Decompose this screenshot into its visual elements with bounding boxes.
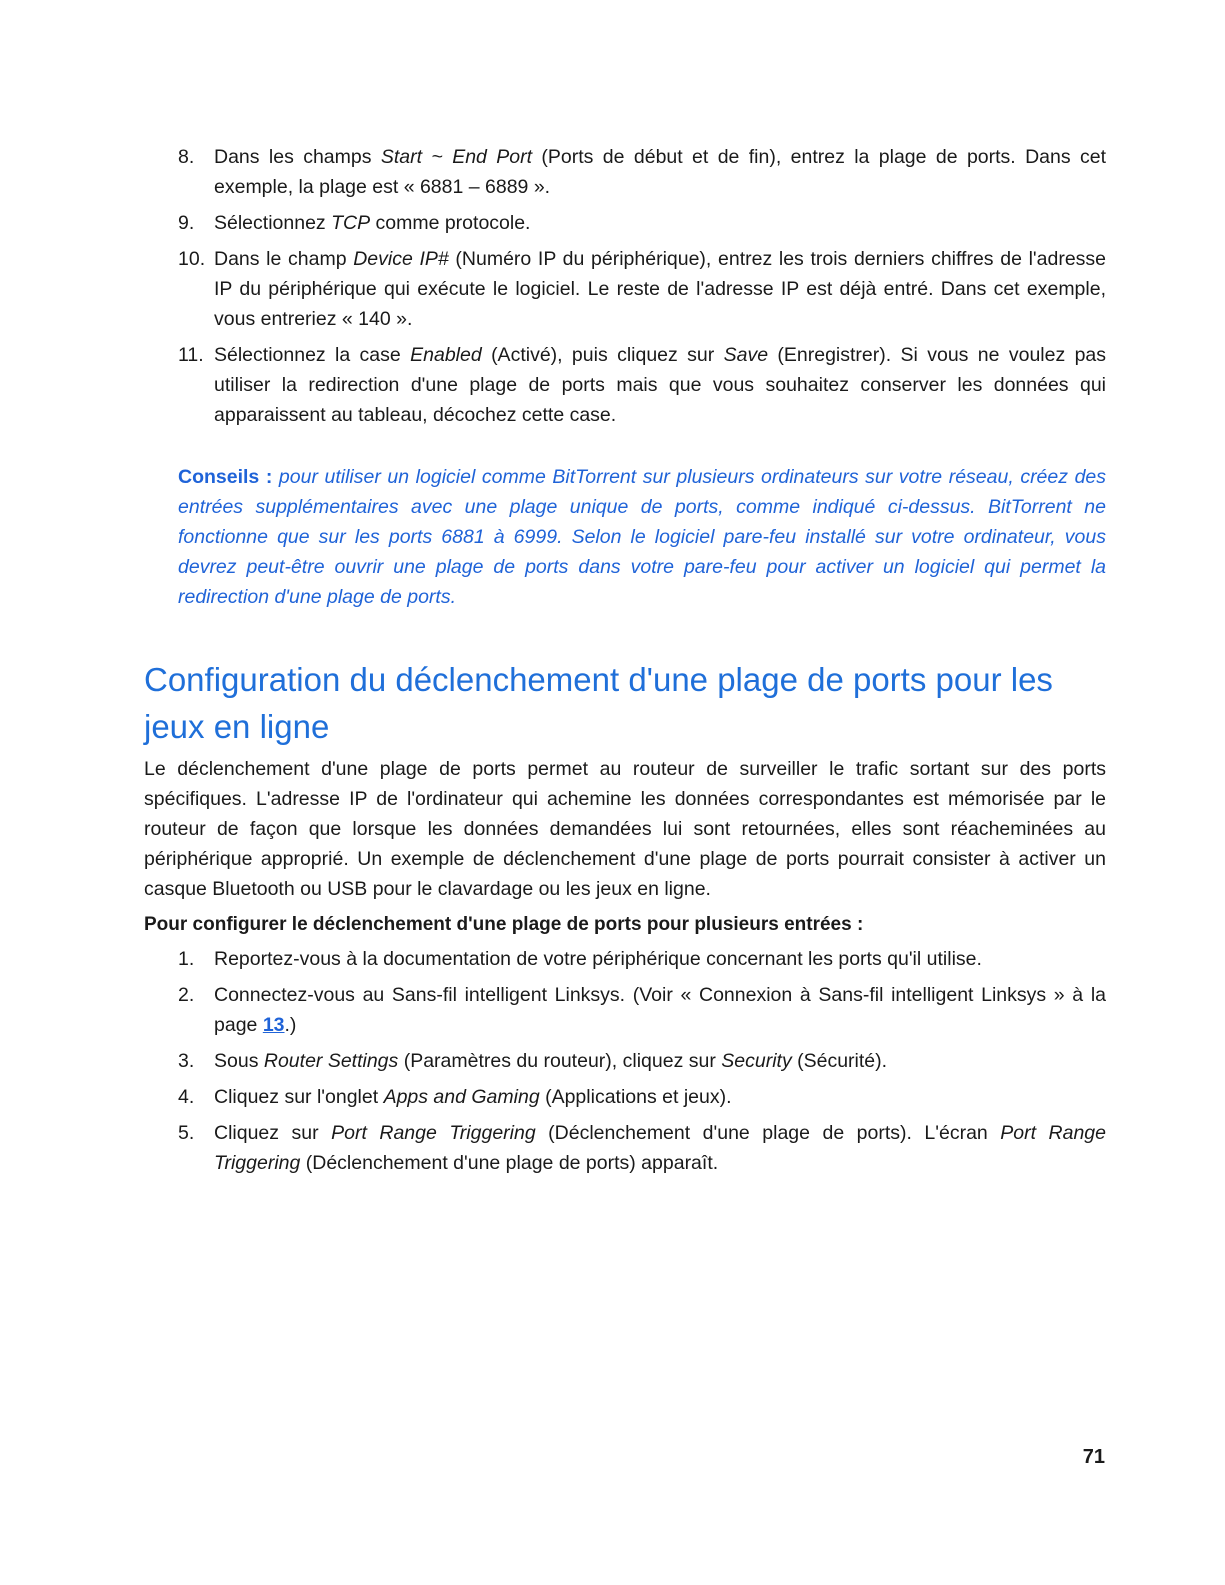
tip-box — [178, 462, 1106, 612]
ui-term: Port Range Triggering — [331, 1122, 536, 1144]
page-number: 71 — [1082, 1446, 1105, 1468]
text-run: Connectez-vous au Sans-fil intelligent Linksys. (Voir « Connexion à Sans-fil intelligent Linksys » à la page — [214, 984, 1106, 1036]
list-item-number: 4. — [178, 1086, 195, 1108]
ui-term: Start ~ End Port — [380, 146, 533, 168]
text-run: (Applications et jeux). — [539, 1086, 732, 1108]
tip-label: Conseils : — [178, 466, 273, 488]
list-item-number: 11. — [178, 344, 204, 366]
list-item-number: 9. — [178, 212, 195, 234]
ui-term: Security — [721, 1050, 792, 1072]
list-item-number: 3. — [178, 1050, 195, 1072]
text-run: Dans les champs — [214, 146, 381, 168]
ui-term: Apps and Gaming — [383, 1086, 540, 1108]
list-item-number: 1. — [178, 948, 195, 970]
list-item-text — [214, 208, 1106, 238]
list-item — [144, 340, 1106, 430]
text-run: Dans le champ — [214, 248, 354, 270]
ui-term: Port Range Triggering — [214, 1122, 1106, 1174]
step-list-bottom — [144, 944, 1106, 1178]
text-run: (Déclenchement d'une plage de ports) apparaît. — [300, 1152, 719, 1174]
list-item-number: 8. — [178, 146, 195, 168]
list-item — [144, 1046, 1106, 1076]
text-run: (Paramètres du routeur), cliquez sur — [398, 1050, 722, 1072]
list-item-number: 10. — [178, 248, 206, 270]
list-item — [144, 980, 1106, 1040]
section-intro: Le déclenchement d'une plage de ports permet au routeur de surveiller le trafic sortant sur des ports spécifiques. L'adresse IP de l'ordinateur qui achemine les données correspondantes est mémorisée par le routeur de façon que lorsque les données demandées lui sont retournées, elles sont réacheminées au périphérique approprié. Un exemple de déclenchement d'une plage de ports pourrait consister à activer un casque Bluetooth ou USB pour le clavardage ou les jeux en ligne. — [144, 758, 1106, 900]
list-item — [144, 1082, 1106, 1112]
list-item-text — [214, 980, 1106, 1040]
list-item-text — [214, 340, 1106, 430]
tip-text: pour utiliser un logiciel comme BitTorrent sur plusieurs ordinateurs sur votre réseau, créez des entrées supplémentaires avec une plage unique de ports, comme indiqué ci-dessus. BitTorrent ne fonctionne que sur les ports 6881 à 6999. Selon le logiciel pare-feu installé sur votre ordinateur, vous devrez peut-être ouvrir une plage de ports dans votre pare-feu pour activer un logiciel qui permet la redirection d'une plage de ports. — [178, 466, 1107, 608]
text-run: Cliquez sur — [214, 1122, 332, 1144]
text-run: Reportez-vous à la documentation de votre périphérique concernant les ports qu'il utilise. — [214, 948, 982, 970]
list-item-text — [214, 1118, 1106, 1178]
text-run: Sélectionnez — [214, 212, 332, 234]
page-reference-link[interactable]: 13 — [262, 1014, 285, 1036]
list-item-number: 2. — [178, 984, 195, 1006]
ui-term: TCP — [331, 212, 371, 234]
page-content — [144, 142, 1106, 1178]
list-item-number: 5. — [178, 1122, 195, 1144]
text-run: (Ports de début et de fin), entrez la plage de ports. Dans cet exemple, la plage est « 6881 – 6889 ». — [214, 146, 1107, 198]
ui-term: Device IP# — [353, 248, 449, 270]
list-item-text — [214, 1082, 1106, 1112]
text-run: .) — [284, 1014, 297, 1036]
list-item — [144, 1118, 1106, 1178]
list-item — [144, 208, 1106, 238]
text-run: Sous — [214, 1050, 264, 1072]
text-run: (Déclenchement d'une plage de ports). L'écran — [535, 1122, 1001, 1144]
ui-term: Enabled — [410, 344, 482, 366]
ui-term: Save — [723, 344, 769, 366]
step-list-top — [144, 142, 1106, 430]
text-run: (Sécurité). — [791, 1050, 888, 1072]
list-item-text — [214, 1046, 1106, 1076]
list-item-text — [214, 142, 1106, 202]
text-run: (Activé), puis cliquez sur — [481, 344, 724, 366]
list-item — [144, 944, 1106, 974]
text-run: comme protocole. — [370, 212, 531, 234]
section-title: Configuration du déclenchement d'une plage de ports pour les jeux en ligne — [144, 661, 1053, 745]
list-item — [144, 244, 1106, 334]
text-run: Cliquez sur l'onglet — [214, 1086, 384, 1108]
text-run: (Enregistrer). Si vous ne voulez pas utiliser la redirection d'une plage de ports mais que vous souhaitez conserver les données qui apparaissent au tableau, décochez cette case. — [214, 344, 1107, 426]
procedure-lead: Pour configurer le déclenchement d'une plage de ports pour plusieurs entrées : — [144, 914, 864, 935]
list-item — [144, 142, 1106, 202]
list-item-text — [214, 244, 1106, 334]
text-run: Sélectionnez la case — [214, 344, 411, 366]
list-item-text — [214, 944, 1106, 974]
ui-term: Router Settings — [263, 1050, 399, 1072]
text-run: (Numéro IP du périphérique), entrez les trois derniers chiffres de l'adresse IP du périphérique qui exécute le logiciel. Le reste de l'adresse IP est déjà entré. Dans cet exemple, vous entreriez « 140 ». — [214, 248, 1107, 330]
